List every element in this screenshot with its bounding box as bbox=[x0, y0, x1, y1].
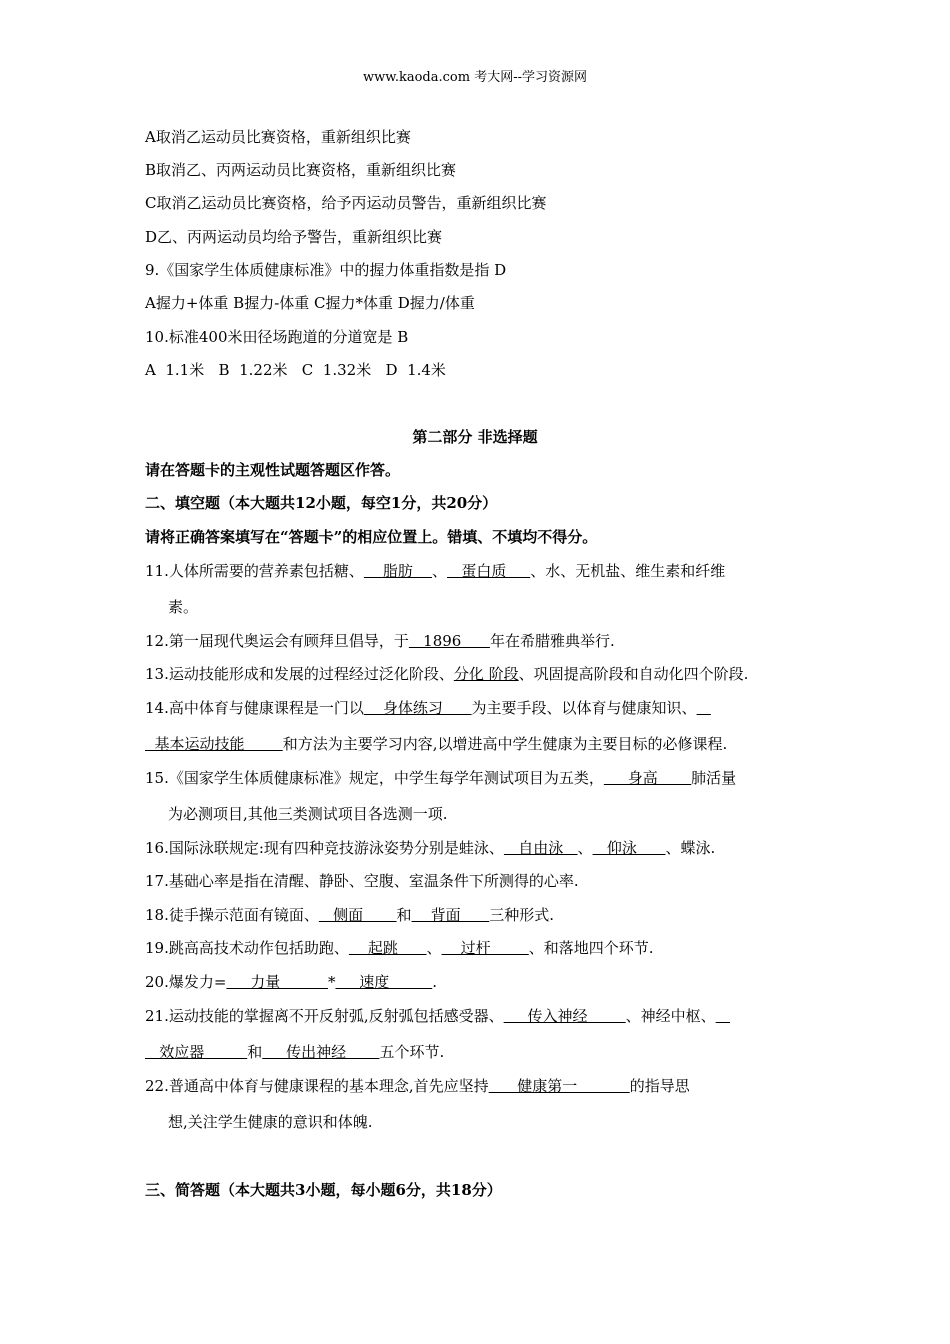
question-15: 15.《国家学生体质健康标准》规定，中学生每学年测试项目为五类， 身高 肺活量 bbox=[145, 769, 737, 787]
option-b: B取消乙、丙两运动员比赛资格，重新组织比赛 bbox=[145, 161, 457, 179]
answer-blank: 分化 阶段 bbox=[453, 665, 519, 683]
answer-blank: 身体练习 bbox=[363, 699, 472, 717]
question-10: 10.标准400米田径场跑道的分道宽是 B bbox=[145, 328, 409, 346]
answer-blank: 健康第一 bbox=[488, 1077, 630, 1095]
question-12: 12.第一届现代奥运会有顾拜旦倡导，于 1896 年在希腊雅典举行. bbox=[145, 632, 615, 650]
answer-blank: 速度 bbox=[335, 973, 433, 991]
answer-blank: 自由泳 bbox=[503, 839, 578, 857]
question-18: 18.徒手操示范面有镜面、 侧面 和 背面 三种形式. bbox=[145, 906, 555, 924]
option-d: D乙、丙两运动员均给予警告，重新组织比赛 bbox=[145, 228, 443, 246]
answer-blank: 传出神经 bbox=[262, 1043, 380, 1061]
option-a: A取消乙运动员比赛资格，重新组织比赛 bbox=[145, 128, 411, 146]
question-20: 20.爆发力= 力量 * 速度 . bbox=[145, 973, 438, 991]
answer-blank: 基本运动技能 bbox=[145, 735, 283, 753]
answer-blank: 蛋白质 bbox=[447, 562, 531, 580]
answer-blank: 侧面 bbox=[318, 906, 397, 924]
answer-blank: 效应器 bbox=[145, 1043, 248, 1061]
option-c: C取消乙运动员比赛资格，给予丙运动员警告，重新组织比赛 bbox=[145, 194, 547, 212]
part2-instruction: 请在答题卡的主观性试题答题区作答。 bbox=[145, 461, 401, 479]
question-11: 11.人体所需要的营养素包括糖、 脂肪 、 蛋白质 、水、无机盐、维生素和纤维 bbox=[145, 562, 726, 580]
fill-instruction: 请将正确答案填写在“答题卡”的相应位置上。错填、不填均不得分。 bbox=[145, 528, 598, 546]
question-17: 17.基础心率是指在清醒、静卧、空腹、室温条件下所测得的心率. bbox=[145, 872, 579, 890]
answer-blank: 过杆 bbox=[441, 939, 529, 957]
answer-blank bbox=[697, 699, 711, 717]
question-9: 9.《国家学生体质健康标准》中的握力体重指数是指 D bbox=[145, 261, 507, 279]
question-13: 13.运动技能形成和发展的过程经过泛化阶段、分化 阶段、巩固提高阶段和自动化四个阶段. bbox=[145, 665, 749, 683]
answer-blank: 传入神经 bbox=[503, 1007, 626, 1025]
question-11-cont: 素。 bbox=[168, 598, 199, 616]
answer-blank: 身高 bbox=[603, 769, 692, 787]
answer-blank: 背面 bbox=[411, 906, 490, 924]
question-15-cont: 为必测项目,其他三类测试项目各选测一项. bbox=[168, 805, 448, 823]
answer-blank: 起跳 bbox=[348, 939, 427, 957]
section3-heading: 三、简答题（本大题共3小题，每小题6分，共18分） bbox=[145, 1181, 502, 1199]
answer-blank: 脂肪 bbox=[363, 562, 433, 580]
answer-blank bbox=[716, 1007, 730, 1025]
part2-title: 第二部分 非选择题 bbox=[412, 428, 538, 446]
question-22-cont: 想,关注学生健康的意识和体魄. bbox=[168, 1113, 373, 1131]
question-16: 16.国际泳联规定:现有四种竞技游泳姿势分别是蛙泳、 自由泳 、 仰泳 、蝶泳. bbox=[145, 839, 716, 857]
question-19: 19.跳高高技术动作包括助跑、 起跳 、 过杆 、和落地四个环节. bbox=[145, 939, 654, 957]
question-9-options: A握力+体重 B握力-体重 C握力*体重 D握力/体重 bbox=[145, 294, 475, 312]
answer-blank: 仰泳 bbox=[592, 839, 666, 857]
question-14-cont: 基本运动技能 和方法为主要学习内容,以增进高中学生健康为主要目标的必修课程. bbox=[145, 735, 728, 753]
question-21: 21.运动技能的掌握离不开反射弧,反射弧包括感受器、 传入神经 、神经中枢、 bbox=[145, 1006, 730, 1026]
answer-blank: 1896 bbox=[408, 632, 490, 650]
question-14: 14.高中体育与健康课程是一门以 身体练习 为主要手段、以体育与健康知识、 bbox=[145, 698, 711, 718]
question-22: 22.普通高中体育与健康课程的基本理念,首先应坚持 健康第一 的指导思 bbox=[145, 1077, 690, 1095]
question-10-options: A 1.1米 B 1.22米 C 1.32米 D 1.4米 bbox=[145, 361, 446, 379]
page-header: www.kaoda.com 考大网--学习资源网 bbox=[363, 70, 587, 85]
section2-heading: 二、填空题（本大题共12小题，每空1分，共20分） bbox=[145, 494, 498, 512]
answer-blank: 力量 bbox=[226, 973, 328, 991]
question-21-cont: 效应器 和 传出神经 五个环节. bbox=[145, 1043, 445, 1061]
